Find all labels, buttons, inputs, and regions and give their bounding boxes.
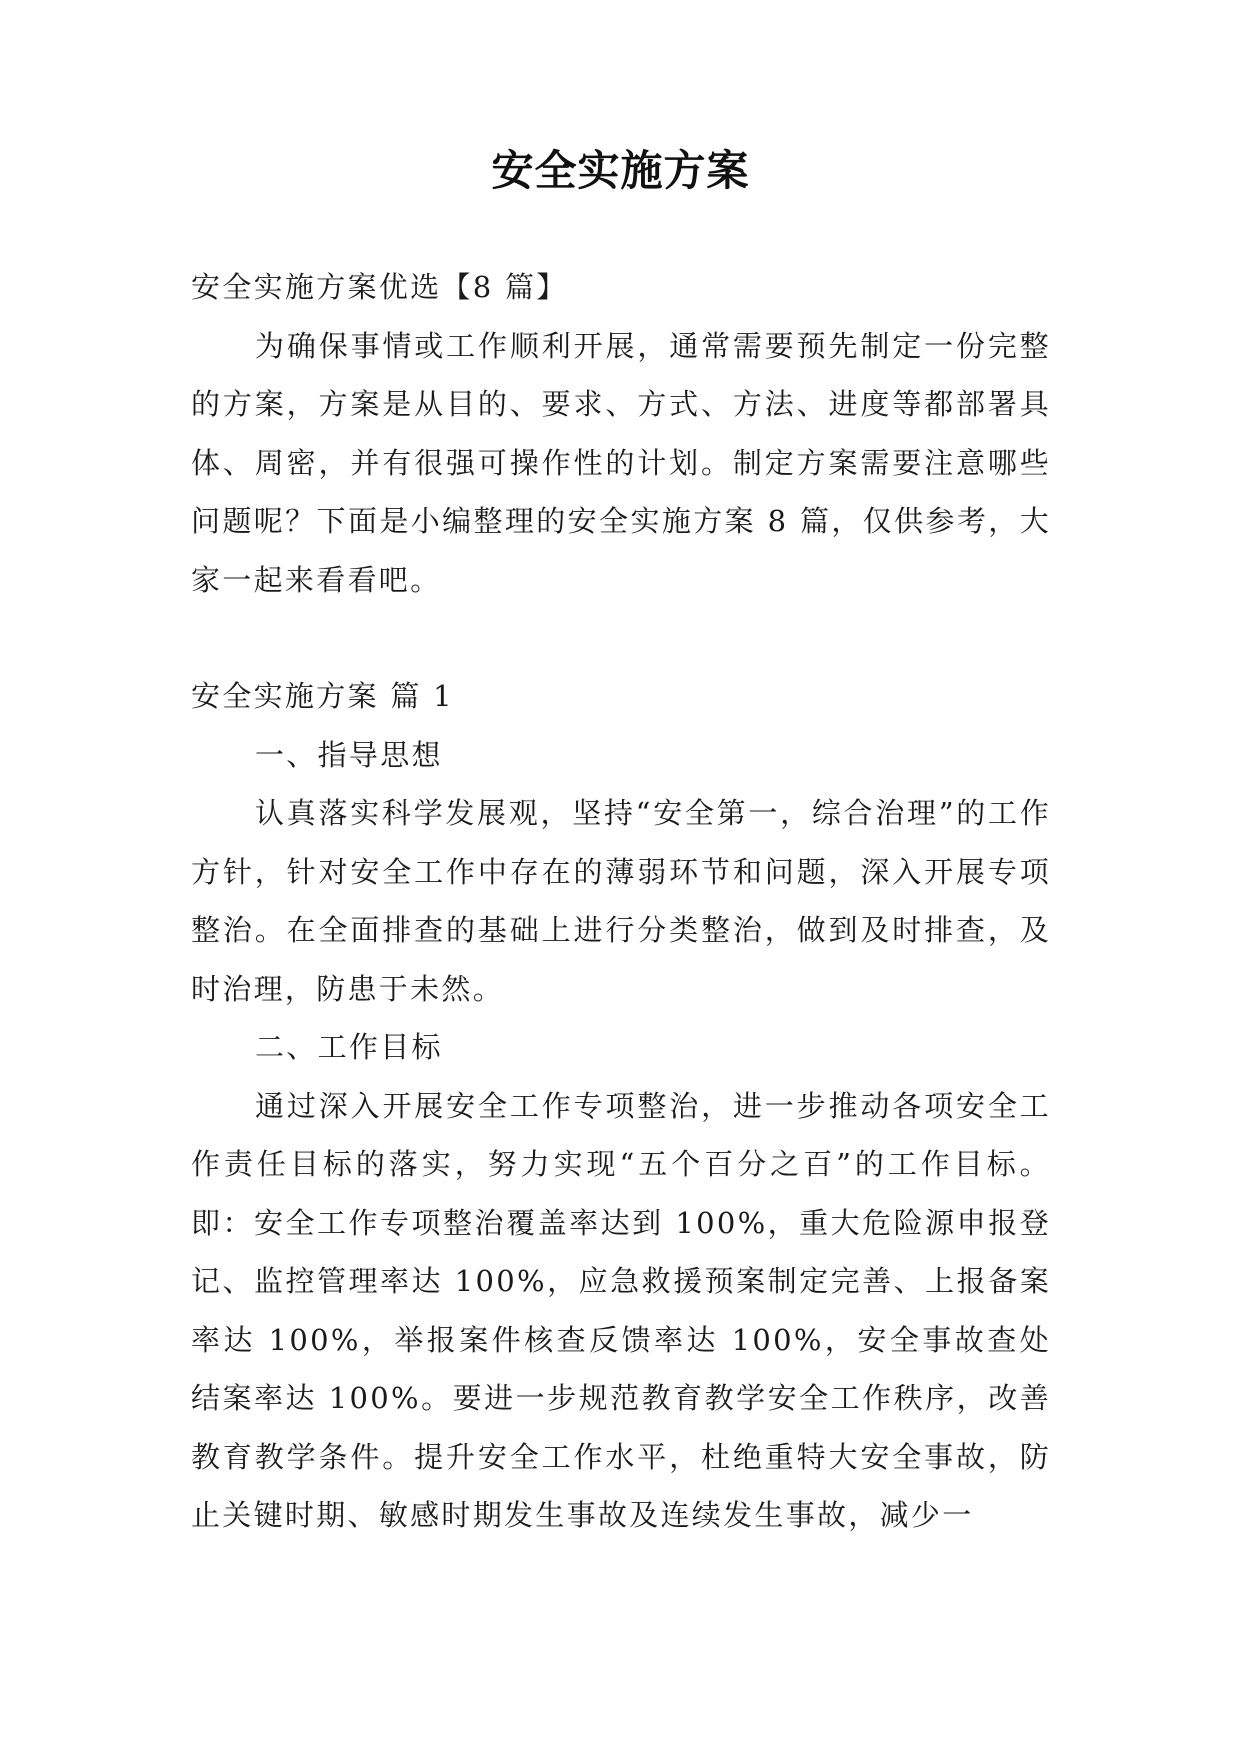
part1-heading: 一、指导思想 — [255, 737, 443, 772]
part2-heading: 二、工作目标 — [255, 1030, 443, 1064]
document-body — [191, 258, 1051, 1545]
section-heading: 安全实施方案 篇 1 — [191, 679, 454, 713]
intro-paragraph: 为确保事情或工作顺利开展，通常需要预先制定一份完整的方案，方案是从目的、要求、方式、方法、进度等都部署具体、周密，并有很强可操作性的计划。制定方案需要注意哪些问题呢？下面是小编整理的安全实施方案 8 篇，仅供参考，大家一起来看看吧。 — [191, 328, 1051, 597]
section-spacer — [191, 609, 1051, 667]
document-title: 安全实施方案 — [491, 146, 750, 195]
part2-paragraph: 通过深入开展安全工作专项整治，进一步推动各项安全工作责任目标的落实，努力实现“五个百分之百”的工作目标。即：安全工作专项整治覆盖率达到 100%，重大危险源申报登记、监控管理率达 100%，应急救援预案制定完善、上报备案率达 100%，举报案件核查反馈率达 100%，安全事故查处结案率达 100%。要进一步规范教育教学安全工作秩序，改善教育教学条件。提升安全工作水平，杜绝重特大安全事故，防止关键时期、敏感时期发生事故及连续发生事故，减少一 — [191, 1088, 1051, 1532]
document-subtitle: 安全实施方案优选【8 篇】 — [191, 270, 568, 304]
part1-paragraph: 认真落实科学发展观，坚持“安全第一，综合治理”的工作方针，针对安全工作中存在的薄弱环节和问题，深入开展专项整治。在全面排查的基础上进行分类整治，做到及时排查，及时治理，防患于未然。 — [191, 796, 1051, 1006]
